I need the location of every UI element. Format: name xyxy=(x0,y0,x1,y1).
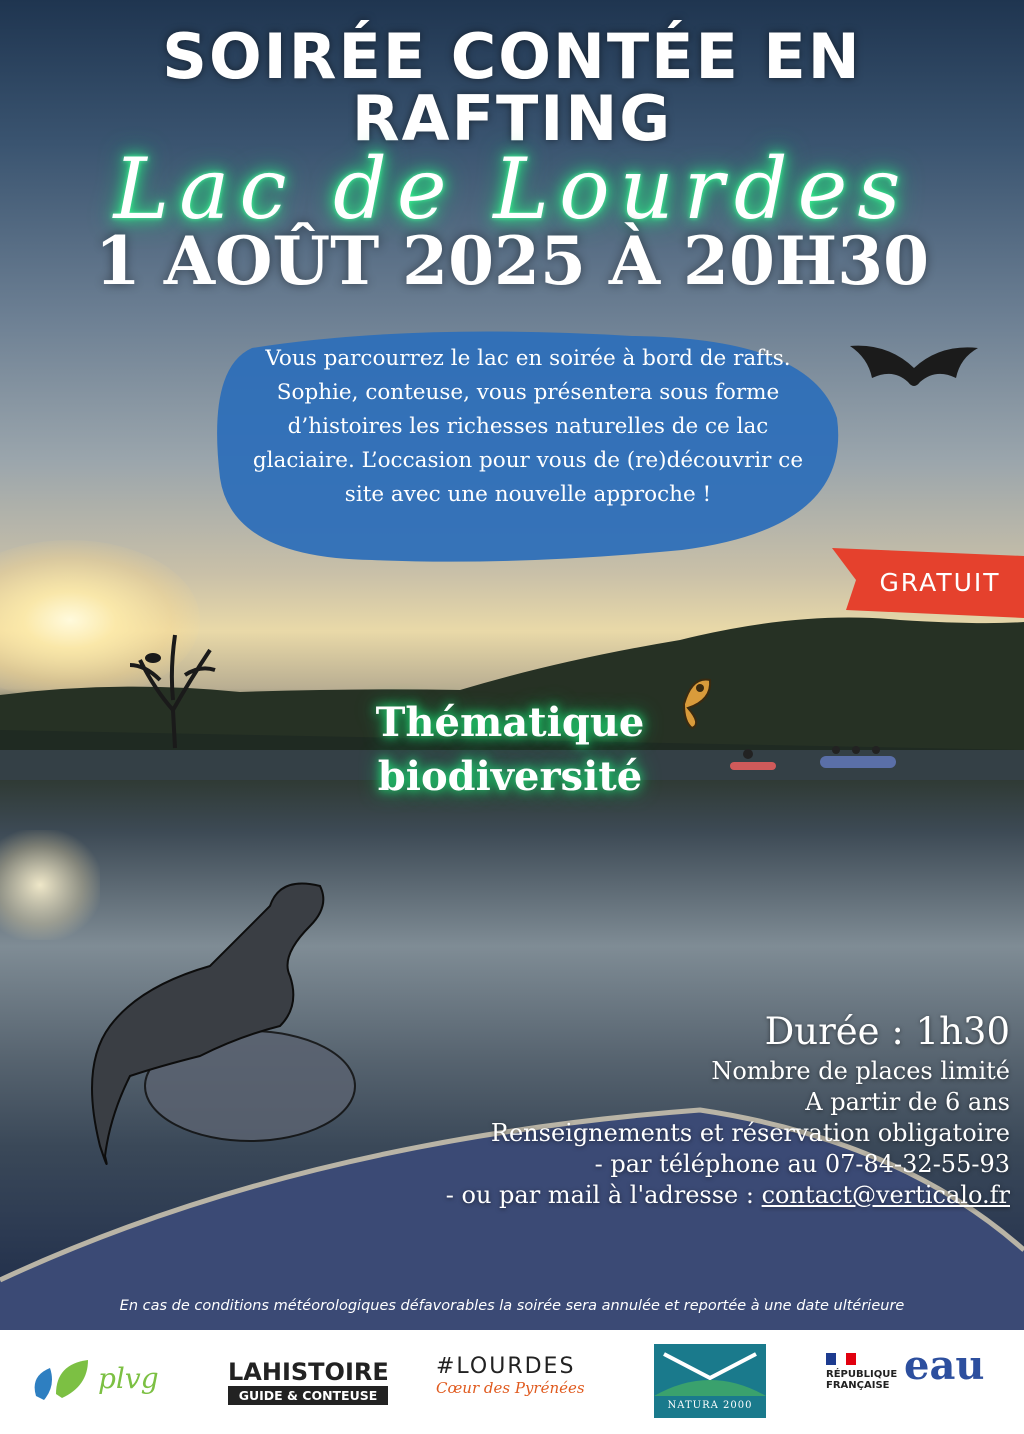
booking-note: Renseignements et réservation obligatoire xyxy=(490,1119,1010,1147)
lourdes-logo-sub: Cœur des Pyrénées xyxy=(436,1379,585,1397)
mail-line xyxy=(310,1180,1010,1211)
lahistoire-logo-bottom: GUIDE & CONTEUSE xyxy=(228,1386,388,1405)
natura-2000-label: NATURA 2000 xyxy=(667,1400,753,1411)
title-line-2: RAFTING xyxy=(351,82,673,155)
republique-francaise-label: RÉPUBLIQUE FRANÇAISE xyxy=(826,1369,898,1391)
star-icon xyxy=(654,1344,766,1396)
event-date: 1 AOÛT 2025 À 20H30 xyxy=(94,222,930,300)
location-title: Lac de Lourdes xyxy=(113,140,911,238)
theme-heading xyxy=(330,696,690,804)
eau-logo-text: eau xyxy=(904,1342,985,1389)
lourdes-logo xyxy=(436,1354,586,1430)
marianne-icon xyxy=(826,1353,856,1365)
tree-illustration xyxy=(115,620,225,750)
age-limit: A partir de 6 ans xyxy=(805,1088,1010,1116)
description-text: Vous parcourrez le lac en soirée à bord de rafts. Sophie, conteuse, vous présentera sous forme d’histoires les richesses naturelles de ce lac glaciaire. L’occasion pour vous de (re)découvrir ce site avec une nouvelle approche ! xyxy=(252,346,804,507)
bat-icon xyxy=(848,338,980,406)
duration: Durée : 1h30 xyxy=(764,1010,1010,1053)
natura-2000-logo xyxy=(654,1344,766,1418)
mail-link[interactable]: contact@verticalo.fr xyxy=(761,1181,1010,1209)
theme-line-2: biodiversité xyxy=(377,753,643,800)
weather-disclaimer: En cas de conditions météorologiques défavorables la soirée sera annulée et reportée à une date ultérieure xyxy=(119,1298,905,1314)
phone-line: - par téléphone au 07-84-32-55-93 xyxy=(594,1150,1010,1178)
lahistoire-logo xyxy=(228,1360,388,1404)
pays-de-lourdes-logo xyxy=(26,1346,186,1418)
theme-line-1: Thématique xyxy=(375,699,645,746)
description-bubble xyxy=(212,328,844,566)
svg-text:plvg: plvg xyxy=(98,1362,159,1395)
eau-agency-logo xyxy=(904,1342,1000,1422)
republique-francaise-logo xyxy=(826,1350,896,1426)
lahistoire-logo-top: LAHISTOIRE xyxy=(228,1358,389,1386)
event-info xyxy=(310,1008,1010,1211)
partner-logos xyxy=(0,1330,1024,1434)
kayakers xyxy=(726,740,906,776)
mail-prefix: - ou par mail à l'adresse : xyxy=(445,1181,762,1209)
places-limit: Nombre de places limité xyxy=(711,1057,1010,1085)
lourdes-logo-main: #LOURDES xyxy=(436,1354,576,1379)
free-badge-label: GRATUIT xyxy=(879,568,1001,597)
title-line-1: SOIRÉE CONTÉE EN xyxy=(162,20,862,93)
free-badge xyxy=(832,548,1024,618)
